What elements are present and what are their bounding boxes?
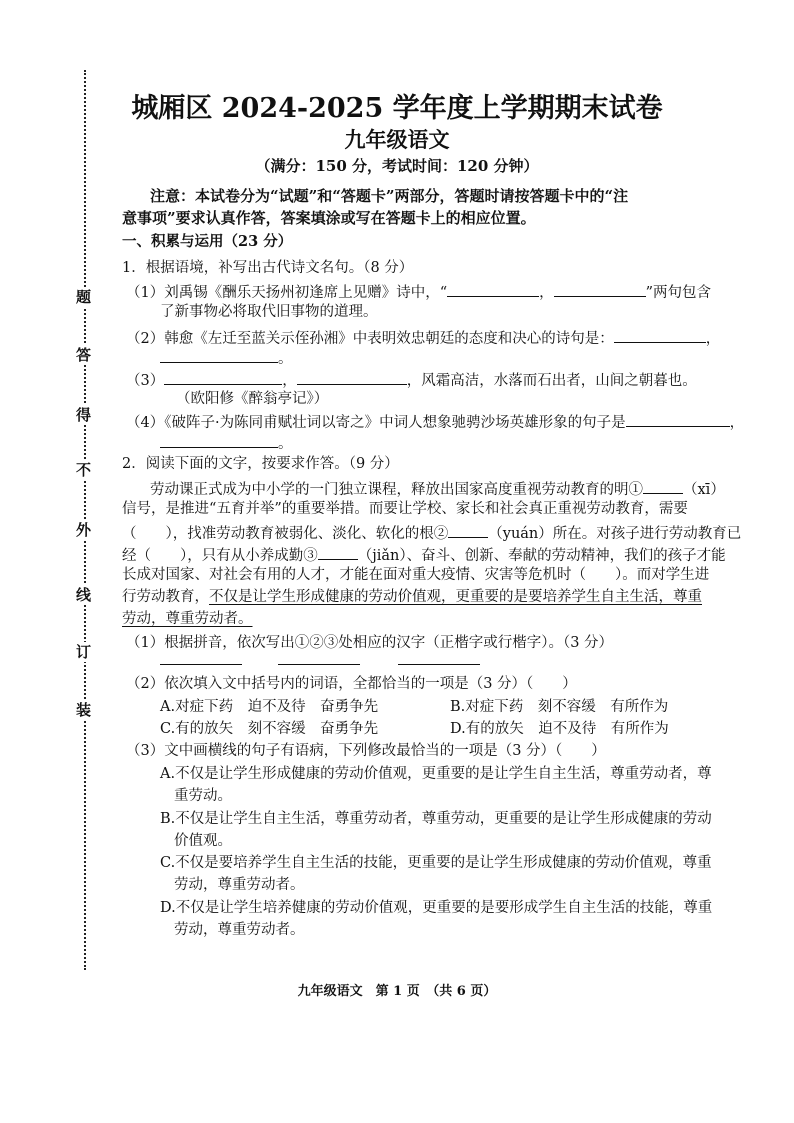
binding-char: 装 bbox=[76, 701, 92, 719]
question-stem: 2．阅读下面的文字，按要求作答。（9 分） bbox=[122, 456, 399, 472]
sub-question: （2）依次填入文中括号内的词语，全都恰当的一项是（3 分）（ ） bbox=[126, 676, 577, 692]
answer-blank bbox=[278, 664, 360, 665]
question-line: （欧阳修《醉翁亭记》） bbox=[176, 391, 329, 407]
binding-char: 得 bbox=[76, 406, 92, 424]
option: 重劳动。 bbox=[174, 788, 232, 804]
underlined-sentence: 不仅是让学生形成健康的劳动价值观，更重要的是要培养学生自主生活，尊重 bbox=[209, 589, 702, 605]
binding-char: 题 bbox=[76, 288, 92, 306]
binding-char: 外 bbox=[76, 521, 92, 539]
option: A.对症下药 迫不及待 奋勇争先 bbox=[160, 699, 379, 715]
passage-line: 长成对国家、对社会有用的人才，才能在面对重大疫情、灾害等危机时（ ）。而对学生进 bbox=[122, 567, 710, 583]
sub-question: （3）文中画横线的句子有语病，下列修改最恰当的一项是（3 分）（ ） bbox=[126, 743, 606, 759]
question-line: （3） ， ，风霜高洁，水落而石出者，山间之朝暮也。 bbox=[126, 368, 697, 391]
binding-char: 不 bbox=[76, 461, 92, 479]
question-line: （2）韩愈《左迁至蓝关示侄孙湘》中表明效忠朝廷的态度和决心的诗句是： ， bbox=[126, 326, 720, 349]
binding-char: 答 bbox=[76, 346, 92, 364]
binding-char: 线 bbox=[76, 586, 92, 604]
passage-line: 信号，是推进“五育并举”的重要举措。而要让学校、家长和社会真正重视劳动教育，需要 bbox=[122, 501, 688, 517]
option: D.不仅是让学生培养健康的劳动价值观，更重要的是要形成学生自主生活的技能，尊重 bbox=[160, 900, 713, 916]
section-title: 一、积累与运用（23 分） bbox=[122, 233, 293, 250]
question-line: （1）刘禹锡《酬乐天扬州初逢席上见赠》诗中，“ ， ”两句包含 bbox=[126, 280, 711, 303]
question-stem: 1．根据语境，补写出古代诗文名句。（8 分） bbox=[122, 260, 414, 276]
option: 劳动，尊重劳动者。 bbox=[174, 922, 305, 938]
option: B.对症下药 刻不容缓 有所作为 bbox=[450, 699, 669, 715]
question-line: 。 bbox=[160, 346, 293, 369]
underlined-sentence: 劳动，尊重劳动者。 bbox=[122, 611, 253, 627]
exam-title: 城厢区 2024-2025 学年度上学期期末试卷 bbox=[131, 93, 663, 124]
passage-line: 行劳动教育，不仅是让学生形成健康的劳动价值观，更重要的是要培养学生自主生活，尊重 bbox=[122, 589, 702, 605]
exam-subtitle: 九年级语文 bbox=[344, 127, 450, 152]
exam-info: （满分：150 分，考试时间：120 分钟） bbox=[255, 157, 539, 175]
option: A.不仅是让学生形成健康的劳动价值观，更重要的是让学生自主生活，尊重劳动者，尊 bbox=[160, 766, 712, 782]
passage-line: 经（ ），只有从小养成勤③ （jiǎn）、奋斗、创新、奉献的劳动精神，我们的孩子才能 bbox=[122, 543, 726, 566]
option: B.不仅是让学生自主生活，尊重劳动者，尊重劳动，更重要的是让学生形成健康的劳动 bbox=[160, 811, 712, 827]
notice-line: 注意：本试卷分为“试题”和“答题卡”两部分，答题时请按答题卡中的“注 bbox=[150, 187, 629, 205]
passage-line: 劳动课正式成为中小学的一门独立课程，释放出国家高度重视劳动教育的明① （xī） bbox=[150, 477, 725, 500]
passage-line: （ ），找准劳动教育被弱化、淡化、软化的根② （yuán）所在。对孩子进行劳动教育已 bbox=[122, 521, 741, 544]
option: D.有的放矢 迫不及待 有所作为 bbox=[450, 721, 669, 737]
binding-char: 订 bbox=[76, 643, 92, 661]
option: C.不仅是要培养学生自主生活的技能，更重要的是让学生形成健康的劳动价值观，尊重 bbox=[160, 855, 712, 871]
option: C.有的放矢 刻不容缓 奋勇争先 bbox=[160, 721, 379, 737]
notice-line: 意事项”要求认真作答，答案填涂或写在答题卡上的相应位置。 bbox=[122, 209, 536, 227]
page-footer: 九年级语文 第 1 页 （共 6 页） bbox=[297, 984, 497, 999]
question-line: 了新事物必将取代旧事物的道理。 bbox=[160, 304, 378, 320]
option: 价值观。 bbox=[174, 833, 232, 849]
option: 劳动，尊重劳动者。 bbox=[174, 877, 305, 893]
sub-question: （1）根据拼音，依次写出①②③处相应的汉字（正楷字或行楷字）。（3 分） bbox=[126, 635, 614, 651]
question-line: （4）《破阵子·为陈同甫赋壮词以寄之》中词人想象驰骋沙场英雄形象的句子是 ， bbox=[126, 410, 744, 433]
answer-blank bbox=[398, 664, 480, 665]
answer-blank bbox=[160, 664, 242, 665]
question-line: 。 bbox=[160, 431, 293, 454]
